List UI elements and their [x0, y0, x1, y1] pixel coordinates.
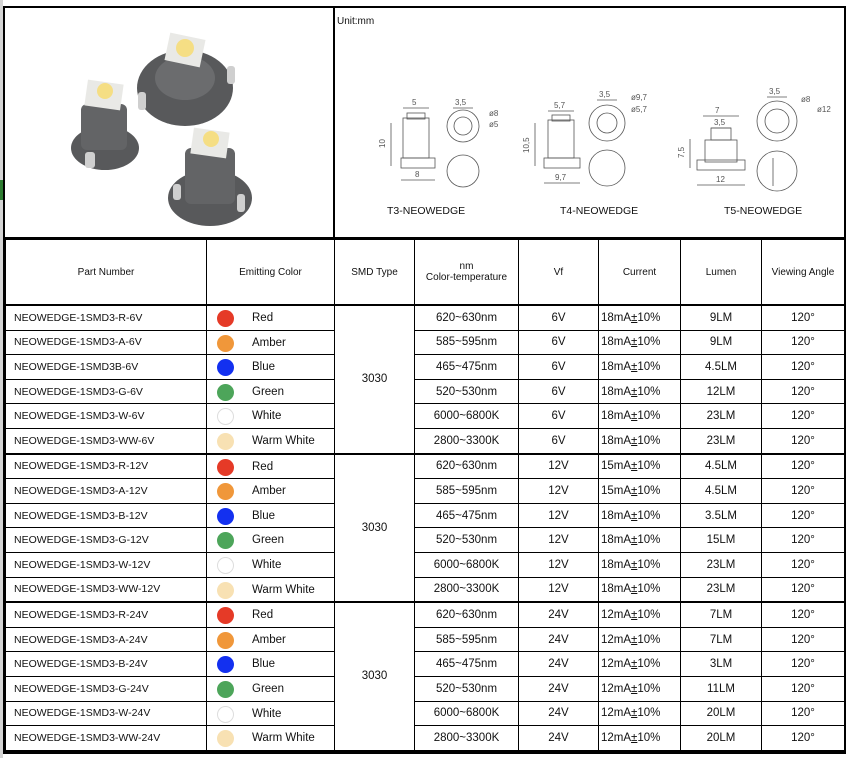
table-row	[6, 652, 845, 677]
part-number: NEOWEDGE-1SMD3-W-12V	[6, 552, 207, 577]
t4-side-view	[522, 101, 580, 183]
viewing-angle: 120°	[762, 379, 845, 404]
color-swatch-icon	[217, 310, 234, 327]
spec-table	[5, 239, 845, 752]
part-number: NEOWEDGE-1SMD3-G-12V	[6, 528, 207, 553]
lumen: 15LM	[681, 528, 762, 553]
col-emitting-color: Emitting Color	[207, 240, 335, 306]
forward-voltage: 12V	[519, 454, 599, 479]
viewing-angle: 120°	[762, 503, 845, 528]
forward-voltage: 12V	[519, 552, 599, 577]
svg-text:8: 8	[415, 170, 420, 179]
table-row	[6, 676, 845, 701]
svg-text:3,5: 3,5	[769, 87, 781, 96]
current: 18mA±10%	[599, 552, 681, 577]
current: 12mA±10%	[599, 627, 681, 652]
color-swatch-icon	[217, 433, 234, 450]
viewing-angle: 120°	[762, 404, 845, 429]
viewing-angle: 120°	[762, 428, 845, 453]
part-number: NEOWEDGE-1SMD3-W-24V	[6, 701, 207, 726]
lumen: 23LM	[681, 428, 762, 453]
forward-voltage: 6V	[519, 305, 599, 330]
emitting-color: Green	[207, 676, 335, 701]
table-row	[6, 330, 845, 355]
table-header-row	[6, 240, 845, 306]
viewing-angle: 120°	[762, 726, 845, 751]
lumen: 23LM	[681, 404, 762, 429]
color-swatch-icon	[217, 359, 234, 376]
svg-text:12: 12	[716, 175, 725, 184]
smd-type: 3030	[335, 454, 415, 603]
viewing-angle: 120°	[762, 552, 845, 577]
viewing-angle: 120°	[762, 627, 845, 652]
forward-voltage: 12V	[519, 503, 599, 528]
product-photo	[5, 8, 335, 237]
color-swatch-icon	[217, 582, 234, 599]
col-part-number: Part Number	[6, 240, 207, 306]
viewing-angle: 120°	[762, 454, 845, 479]
current: 18mA±10%	[599, 355, 681, 380]
wavelength: 585~595nm	[415, 627, 519, 652]
svg-text:ø12: ø12	[817, 105, 831, 114]
svg-text:3,5: 3,5	[599, 90, 611, 99]
lumen: 4.5LM	[681, 479, 762, 504]
wavelength: 520~530nm	[415, 379, 519, 404]
lumen: 7LM	[681, 602, 762, 627]
table-row	[6, 404, 845, 429]
current: 18mA±10%	[599, 379, 681, 404]
part-number: NEOWEDGE-1SMD3-B-24V	[6, 652, 207, 677]
color-swatch-icon	[217, 483, 234, 500]
viewing-angle: 120°	[762, 652, 845, 677]
forward-voltage: 12V	[519, 528, 599, 553]
forward-voltage: 24V	[519, 602, 599, 627]
current: 18mA±10%	[599, 330, 681, 355]
color-swatch-icon	[217, 532, 234, 549]
emitting-color: White	[207, 701, 335, 726]
lumen: 11LM	[681, 676, 762, 701]
table-body	[6, 305, 845, 751]
table-row	[6, 379, 845, 404]
color-swatch-icon	[217, 335, 234, 352]
forward-voltage: 24V	[519, 726, 599, 751]
color-swatch-icon	[217, 632, 234, 649]
svg-text:9,7: 9,7	[555, 173, 567, 182]
col-lumen: Lumen	[681, 240, 762, 306]
wavelength: 2800~3300K	[415, 428, 519, 453]
svg-text:ø5,7: ø5,7	[631, 105, 648, 114]
current: 18mA±10%	[599, 577, 681, 602]
svg-text:5,7: 5,7	[554, 101, 566, 110]
dimension-drawings	[335, 8, 844, 237]
svg-text:3,5: 3,5	[714, 118, 726, 127]
emitting-color: Green	[207, 379, 335, 404]
table-row	[6, 552, 845, 577]
table-row	[6, 305, 845, 330]
forward-voltage: 12V	[519, 479, 599, 504]
spec-sheet	[3, 6, 846, 754]
emitting-color: Amber	[207, 627, 335, 652]
technical-drawings	[335, 8, 844, 237]
led-bulbs-image	[5, 8, 333, 237]
emitting-color: Warm White	[207, 577, 335, 602]
col-smd-type: SMD Type	[335, 240, 415, 306]
wavelength: 465~475nm	[415, 503, 519, 528]
emitting-color: White	[207, 552, 335, 577]
col-vf: Vf	[519, 240, 599, 306]
wavelength: 585~595nm	[415, 330, 519, 355]
forward-voltage: 6V	[519, 379, 599, 404]
current: 18mA±10%	[599, 428, 681, 453]
smd-type: 3030	[335, 602, 415, 751]
t3-label: T3-NEOWEDGE	[387, 205, 466, 217]
viewing-angle: 120°	[762, 577, 845, 602]
table-row	[6, 428, 845, 453]
smd-type: 3030	[335, 305, 415, 454]
svg-text:7,5: 7,5	[677, 146, 686, 158]
t5-side-view	[677, 106, 745, 185]
viewing-angle: 120°	[762, 330, 845, 355]
svg-text:3,5: 3,5	[455, 98, 467, 107]
part-number: NEOWEDGE-1SMD3-A-12V	[6, 479, 207, 504]
emitting-color: Amber	[207, 330, 335, 355]
table-row	[6, 627, 845, 652]
forward-voltage: 24V	[519, 676, 599, 701]
emitting-color: Blue	[207, 652, 335, 677]
emitting-color: Red	[207, 305, 335, 330]
part-number: NEOWEDGE-1SMD3-R-24V	[6, 602, 207, 627]
table-row	[6, 701, 845, 726]
wavelength: 465~475nm	[415, 355, 519, 380]
col-current: Current	[599, 240, 681, 306]
part-number: NEOWEDGE-1SMD3-G-6V	[6, 379, 207, 404]
color-swatch-icon	[217, 508, 234, 525]
wavelength: 6000~6800K	[415, 404, 519, 429]
lumen: 3LM	[681, 652, 762, 677]
forward-voltage: 24V	[519, 652, 599, 677]
t3-side-view	[378, 98, 435, 180]
emitting-color: Warm White	[207, 428, 335, 453]
t5-top-view	[757, 87, 831, 191]
table-row	[6, 479, 845, 504]
lumen: 20LM	[681, 701, 762, 726]
wavelength: 620~630nm	[415, 454, 519, 479]
svg-text:ø8: ø8	[801, 95, 811, 104]
color-swatch-icon	[217, 730, 234, 747]
current: 12mA±10%	[599, 602, 681, 627]
wavelength: 585~595nm	[415, 479, 519, 504]
part-number: NEOWEDGE-1SMD3-WW-12V	[6, 577, 207, 602]
viewing-angle: 120°	[762, 602, 845, 627]
current: 12mA±10%	[599, 652, 681, 677]
col-viewing-angle: Viewing Angle	[762, 240, 845, 306]
svg-text:ø5: ø5	[489, 120, 499, 129]
part-number: NEOWEDGE-1SMD3-B-12V	[6, 503, 207, 528]
current: 12mA±10%	[599, 676, 681, 701]
viewing-angle: 120°	[762, 676, 845, 701]
forward-voltage: 12V	[519, 577, 599, 602]
lumen: 23LM	[681, 577, 762, 602]
t3-top-view	[447, 98, 499, 187]
wavelength: 6000~6800K	[415, 552, 519, 577]
lumen: 7LM	[681, 627, 762, 652]
color-swatch-icon	[217, 706, 234, 723]
lumen: 9LM	[681, 330, 762, 355]
current: 18mA±10%	[599, 404, 681, 429]
forward-voltage: 24V	[519, 701, 599, 726]
current: 15mA±10%	[599, 479, 681, 504]
wavelength: 2800~3300K	[415, 577, 519, 602]
wavelength: 620~630nm	[415, 305, 519, 330]
current: 18mA±10%	[599, 528, 681, 553]
color-swatch-icon	[217, 557, 234, 574]
color-swatch-icon	[217, 681, 234, 698]
table-row	[6, 355, 845, 380]
lumen: 4.5LM	[681, 454, 762, 479]
svg-text:ø9,7: ø9,7	[631, 93, 648, 102]
table-row	[6, 602, 845, 627]
emitting-color: Blue	[207, 355, 335, 380]
current: 12mA±10%	[599, 701, 681, 726]
color-swatch-icon	[217, 408, 234, 425]
lumen: 3.5LM	[681, 503, 762, 528]
part-number: NEOWEDGE-1SMD3B-6V	[6, 355, 207, 380]
forward-voltage: 24V	[519, 627, 599, 652]
table-row	[6, 726, 845, 751]
viewing-angle: 120°	[762, 479, 845, 504]
svg-text:10: 10	[378, 139, 387, 148]
part-number: NEOWEDGE-1SMD3-W-6V	[6, 404, 207, 429]
color-swatch-icon	[217, 607, 234, 624]
wavelength: 6000~6800K	[415, 701, 519, 726]
table-row	[6, 454, 845, 479]
part-number: NEOWEDGE-1SMD3-R-12V	[6, 454, 207, 479]
emitting-color: Blue	[207, 503, 335, 528]
viewing-angle: 120°	[762, 305, 845, 330]
t5-label: T5-NEOWEDGE	[724, 205, 803, 217]
emitting-color: Red	[207, 454, 335, 479]
emitting-color: Red	[207, 602, 335, 627]
wavelength: 620~630nm	[415, 602, 519, 627]
svg-text:10,5: 10,5	[522, 137, 531, 153]
color-swatch-icon	[217, 459, 234, 476]
emitting-color: White	[207, 404, 335, 429]
lumen: 23LM	[681, 552, 762, 577]
part-number: NEOWEDGE-1SMD3-A-24V	[6, 627, 207, 652]
t4-top-view	[589, 90, 648, 186]
col-wavelength: nm Color-temperature	[415, 240, 519, 306]
wavelength: 520~530nm	[415, 528, 519, 553]
svg-text:5: 5	[412, 98, 417, 107]
part-number: NEOWEDGE-1SMD3-A-6V	[6, 330, 207, 355]
part-number: NEOWEDGE-1SMD3-WW-24V	[6, 726, 207, 751]
current: 18mA±10%	[599, 503, 681, 528]
wavelength: 2800~3300K	[415, 726, 519, 751]
forward-voltage: 6V	[519, 428, 599, 453]
emitting-color: Green	[207, 528, 335, 553]
part-number: NEOWEDGE-1SMD3-R-6V	[6, 305, 207, 330]
viewing-angle: 120°	[762, 701, 845, 726]
forward-voltage: 6V	[519, 330, 599, 355]
viewing-angle: 120°	[762, 355, 845, 380]
svg-text:7: 7	[715, 106, 720, 115]
emitting-color: Warm White	[207, 726, 335, 751]
lumen: 9LM	[681, 305, 762, 330]
part-number: NEOWEDGE-1SMD3-G-24V	[6, 676, 207, 701]
current: 18mA±10%	[599, 305, 681, 330]
lumen: 12LM	[681, 379, 762, 404]
color-swatch-icon	[217, 656, 234, 673]
forward-voltage: 6V	[519, 355, 599, 380]
lumen: 4.5LM	[681, 355, 762, 380]
t4-label: T4-NEOWEDGE	[560, 205, 639, 217]
viewing-angle: 120°	[762, 528, 845, 553]
wavelength: 520~530nm	[415, 676, 519, 701]
forward-voltage: 6V	[519, 404, 599, 429]
table-row	[6, 577, 845, 602]
table-row	[6, 503, 845, 528]
color-swatch-icon	[217, 384, 234, 401]
part-number: NEOWEDGE-1SMD3-WW-6V	[6, 428, 207, 453]
lumen: 20LM	[681, 726, 762, 751]
current: 15mA±10%	[599, 454, 681, 479]
wavelength: 465~475nm	[415, 652, 519, 677]
current: 12mA±10%	[599, 726, 681, 751]
header-panel	[5, 8, 844, 239]
emitting-color: Amber	[207, 479, 335, 504]
unit-label: Unit:mm	[337, 16, 375, 27]
table-row	[6, 528, 845, 553]
svg-text:ø8: ø8	[489, 109, 499, 118]
